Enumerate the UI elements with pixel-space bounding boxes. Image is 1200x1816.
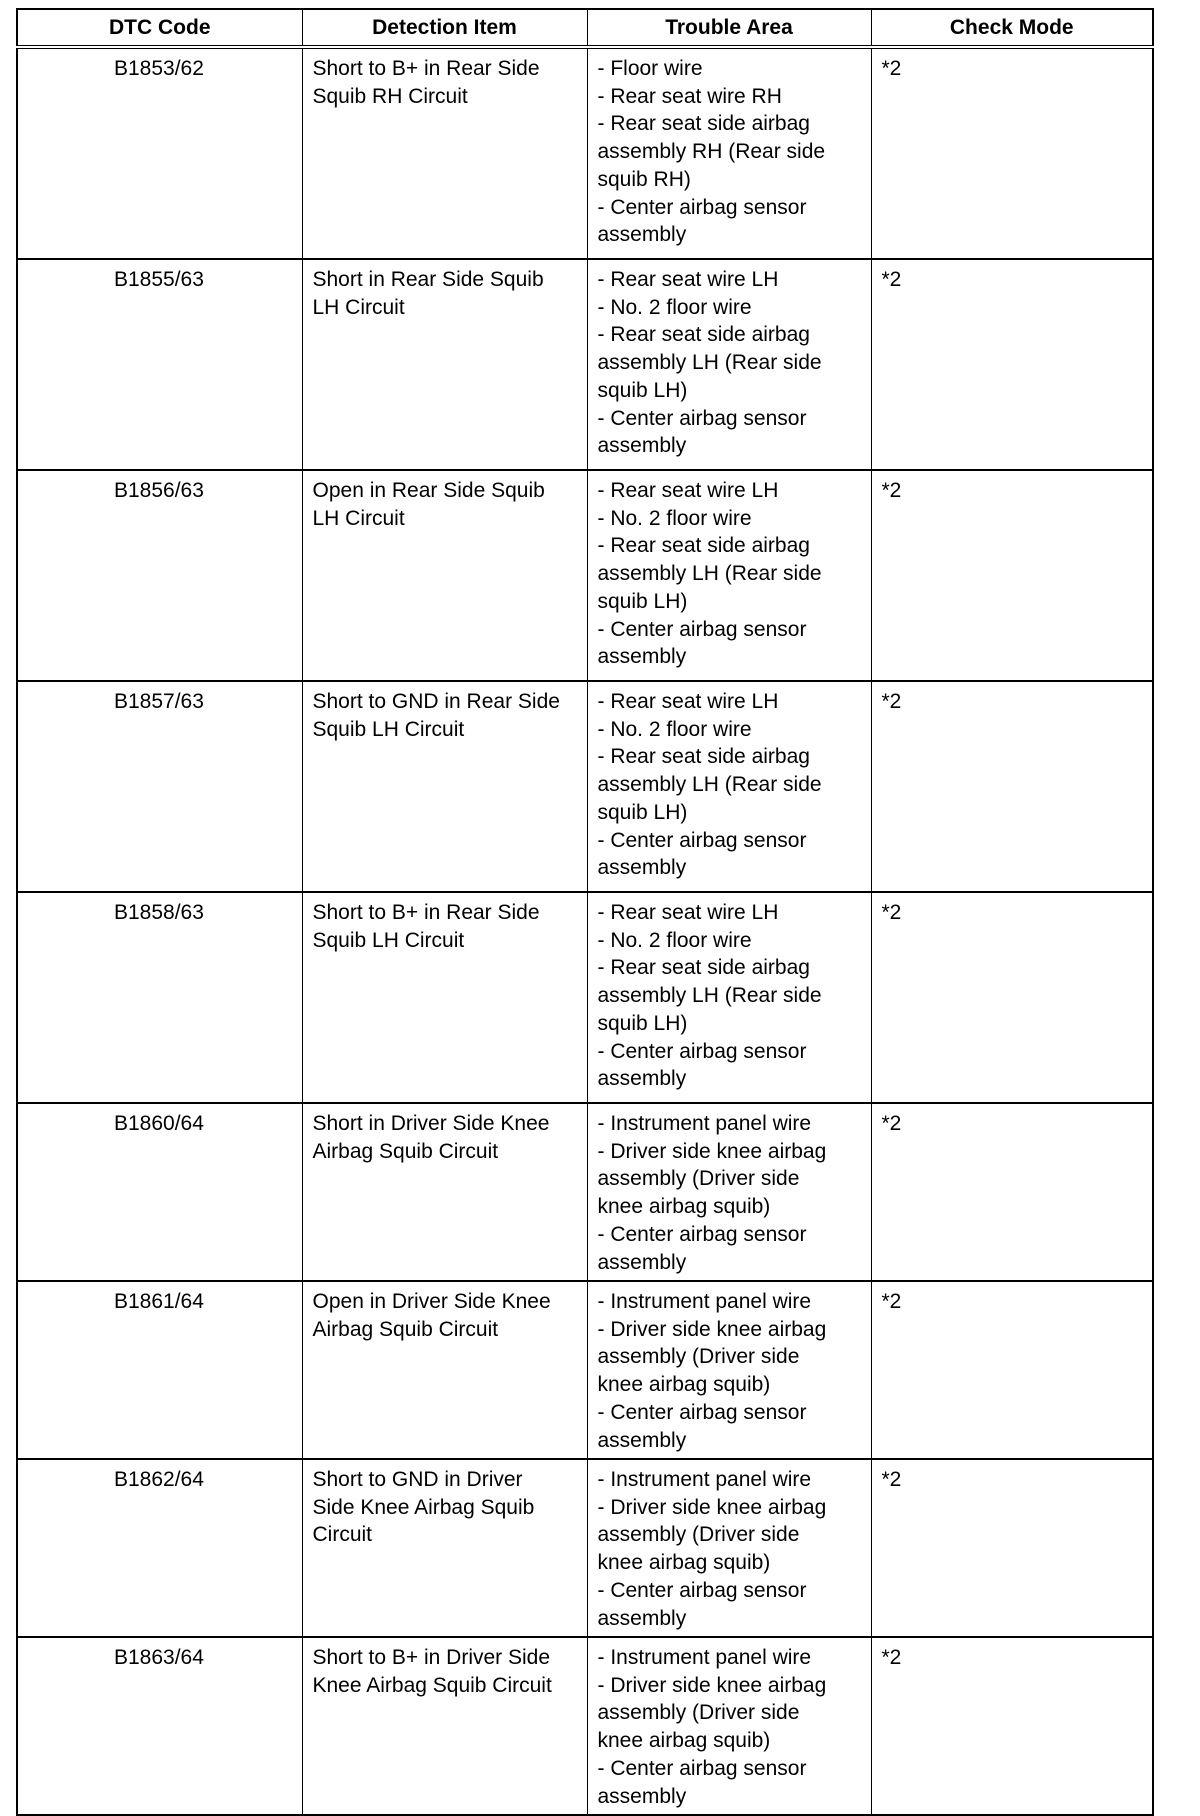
trouble-area-line: - Center airbag sensor — [597, 195, 807, 219]
dtc-code-cell: B1858/63 — [17, 892, 302, 1103]
trouble-area-line: assembly — [597, 1784, 687, 1808]
detection-item-line: Squib LH Circuit — [312, 717, 465, 741]
trouble-area-line: - Driver side knee airbag — [597, 1673, 827, 1697]
detection-item-cell — [302, 1637, 587, 1815]
dtc-code-cell: B1853/62 — [17, 47, 302, 259]
trouble-area-line: squib LH) — [597, 800, 688, 824]
trouble-area-line: squib LH) — [597, 1011, 688, 1035]
table-row — [17, 892, 1153, 1103]
table-row — [17, 681, 1153, 892]
trouble-area-line: - No. 2 floor wire — [597, 295, 752, 319]
trouble-area-line: - Center airbag sensor — [597, 406, 807, 430]
detection-item-line: Squib RH Circuit — [312, 84, 468, 108]
header-detection-item: Detection Item — [302, 9, 587, 47]
dtc-code-cell: B1857/63 — [17, 681, 302, 892]
trouble-area-line: - Rear seat side airbag — [597, 956, 810, 980]
trouble-area-line: - Instrument panel wire — [597, 1646, 812, 1669]
trouble-area-line: squib RH) — [597, 167, 691, 191]
check-mode-cell: *2 — [871, 1281, 1153, 1459]
check-mode-cell: *2 — [871, 1103, 1153, 1281]
trouble-area-line: - Rear seat side airbag — [597, 112, 810, 136]
header-trouble-area: Trouble Area — [587, 9, 871, 47]
detection-item-line: Knee Airbag Squib Circuit — [312, 1673, 552, 1697]
trouble-area-line: assembly LH (Rear side — [597, 351, 822, 375]
dtc-table — [16, 8, 1154, 1816]
trouble-area-line: - Driver side knee airbag — [597, 1317, 827, 1341]
detection-item-line: Short in Rear Side Squib — [312, 268, 544, 291]
trouble-area-line: knee airbag squib) — [597, 1729, 771, 1753]
trouble-area-line: - Center airbag sensor — [597, 1039, 807, 1063]
table-row — [17, 259, 1153, 470]
dtc-code-cell: B1855/63 — [17, 259, 302, 470]
trouble-area-line: - Rear seat wire LH — [597, 479, 779, 502]
check-mode-cell: *2 — [871, 892, 1153, 1103]
trouble-area-line: - Center airbag sensor — [597, 1756, 807, 1780]
trouble-area-line: assembly — [597, 1250, 687, 1274]
detection-item-line: Short to GND in Driver — [312, 1468, 523, 1491]
trouble-area-line: squib LH) — [597, 589, 688, 613]
detection-item-line: Short in Driver Side Knee — [312, 1112, 550, 1135]
trouble-area-line: - Rear seat wire RH — [597, 84, 782, 108]
detection-item-line: Airbag Squib Circuit — [312, 1139, 499, 1163]
trouble-area-line: assembly — [597, 434, 687, 458]
table-header — [17, 9, 1153, 47]
trouble-area-line: knee airbag squib) — [597, 1373, 771, 1397]
trouble-area-line: assembly (Driver side — [597, 1523, 800, 1547]
trouble-area-line: assembly — [597, 1067, 687, 1091]
detection-item-line: Squib LH Circuit — [312, 928, 465, 952]
trouble-area-line: - Center airbag sensor — [597, 617, 807, 641]
detection-item-line: Side Knee Airbag Squib — [312, 1495, 535, 1519]
header-check-mode: Check Mode — [871, 9, 1153, 47]
check-mode-cell: *2 — [871, 47, 1153, 259]
detection-item-cell — [302, 892, 587, 1103]
detection-item-cell — [302, 1281, 587, 1459]
table-row — [17, 470, 1153, 681]
detection-item-cell — [302, 47, 587, 259]
detection-item-line: LH Circuit — [312, 506, 405, 530]
dtc-code-cell: B1862/64 — [17, 1459, 302, 1637]
detection-item-cell — [302, 1459, 587, 1637]
trouble-area-line: - Center airbag sensor — [597, 1400, 807, 1424]
trouble-area-line: - No. 2 floor wire — [597, 506, 752, 530]
table-row — [17, 1637, 1153, 1815]
table-row — [17, 1459, 1153, 1637]
detection-item-line: Short to B+ in Driver Side — [312, 1646, 551, 1669]
detection-item-cell — [302, 681, 587, 892]
trouble-area-line: - Rear seat wire LH — [597, 690, 779, 713]
detection-item-line: LH Circuit — [312, 295, 405, 319]
detection-item-line: Circuit — [312, 1523, 373, 1547]
trouble-area-line: knee airbag squib) — [597, 1195, 771, 1219]
trouble-area-line: - Rear seat side airbag — [597, 323, 810, 347]
trouble-area-line: - Rear seat side airbag — [597, 745, 810, 769]
check-mode-cell: *2 — [871, 1459, 1153, 1637]
detection-item-line: Short to B+ in Rear Side — [312, 901, 540, 924]
trouble-area-cell — [587, 47, 871, 259]
trouble-area-line: - No. 2 floor wire — [597, 717, 752, 741]
header-row — [17, 9, 1153, 47]
dtc-code-cell: B1861/64 — [17, 1281, 302, 1459]
trouble-area-line: - Instrument panel wire — [597, 1468, 812, 1491]
check-mode-cell: *2 — [871, 470, 1153, 681]
trouble-area-line: - Rear seat wire LH — [597, 901, 779, 924]
detection-item-line: Open in Rear Side Squib — [312, 479, 545, 502]
trouble-area-cell — [587, 1103, 871, 1281]
header-dtc-code: DTC Code — [17, 9, 302, 47]
trouble-area-line: knee airbag squib) — [597, 1551, 771, 1575]
detection-item-cell — [302, 1103, 587, 1281]
dtc-code-cell: B1856/63 — [17, 470, 302, 681]
trouble-area-line: - Center airbag sensor — [597, 1578, 807, 1602]
detection-item-cell — [302, 470, 587, 681]
trouble-area-line: assembly (Driver side — [597, 1701, 800, 1725]
dtc-code-cell: B1863/64 — [17, 1637, 302, 1815]
detection-item-line: Airbag Squib Circuit — [312, 1317, 499, 1341]
trouble-area-line: - Rear seat side airbag — [597, 534, 810, 558]
trouble-area-cell — [587, 470, 871, 681]
detection-item-line: Open in Driver Side Knee — [312, 1290, 551, 1313]
trouble-area-line: assembly LH (Rear side — [597, 562, 822, 586]
trouble-area-cell — [587, 1281, 871, 1459]
trouble-area-line: - Instrument panel wire — [597, 1112, 812, 1135]
check-mode-cell: *2 — [871, 1637, 1153, 1815]
trouble-area-line: assembly RH (Rear side — [597, 140, 826, 164]
trouble-area-line: - No. 2 floor wire — [597, 928, 752, 952]
trouble-area-line: assembly — [597, 223, 687, 247]
trouble-area-line: - Driver side knee airbag — [597, 1495, 827, 1519]
trouble-area-line: assembly — [597, 856, 687, 880]
trouble-area-line: - Driver side knee airbag — [597, 1139, 827, 1163]
trouble-area-line: assembly (Driver side — [597, 1345, 800, 1369]
trouble-area-line: - Floor wire — [597, 57, 703, 80]
check-mode-cell: *2 — [871, 259, 1153, 470]
table-row — [17, 1281, 1153, 1459]
trouble-area-line: assembly LH (Rear side — [597, 984, 822, 1008]
trouble-area-line: - Center airbag sensor — [597, 1222, 807, 1246]
trouble-area-line: assembly — [597, 645, 687, 669]
trouble-area-line: - Instrument panel wire — [597, 1290, 812, 1313]
trouble-area-line: assembly — [597, 1428, 687, 1452]
table-row — [17, 47, 1153, 259]
trouble-area-cell — [587, 1637, 871, 1815]
trouble-area-line: assembly (Driver side — [597, 1167, 800, 1191]
trouble-area-line: assembly — [597, 1606, 687, 1630]
table-body — [17, 47, 1153, 1815]
trouble-area-cell — [587, 1459, 871, 1637]
trouble-area-line: assembly LH (Rear side — [597, 773, 822, 797]
dtc-code-cell: B1860/64 — [17, 1103, 302, 1281]
trouble-area-line: - Rear seat wire LH — [597, 268, 779, 291]
trouble-area-cell — [587, 681, 871, 892]
check-mode-cell: *2 — [871, 681, 1153, 892]
detection-item-line: Short to B+ in Rear Side — [312, 57, 540, 80]
trouble-area-line: squib LH) — [597, 378, 688, 402]
trouble-area-cell — [587, 892, 871, 1103]
detection-item-cell — [302, 259, 587, 470]
trouble-area-line: - Center airbag sensor — [597, 828, 807, 852]
table-row — [17, 1103, 1153, 1281]
trouble-area-cell — [587, 259, 871, 470]
detection-item-line: Short to GND in Rear Side — [312, 690, 560, 713]
